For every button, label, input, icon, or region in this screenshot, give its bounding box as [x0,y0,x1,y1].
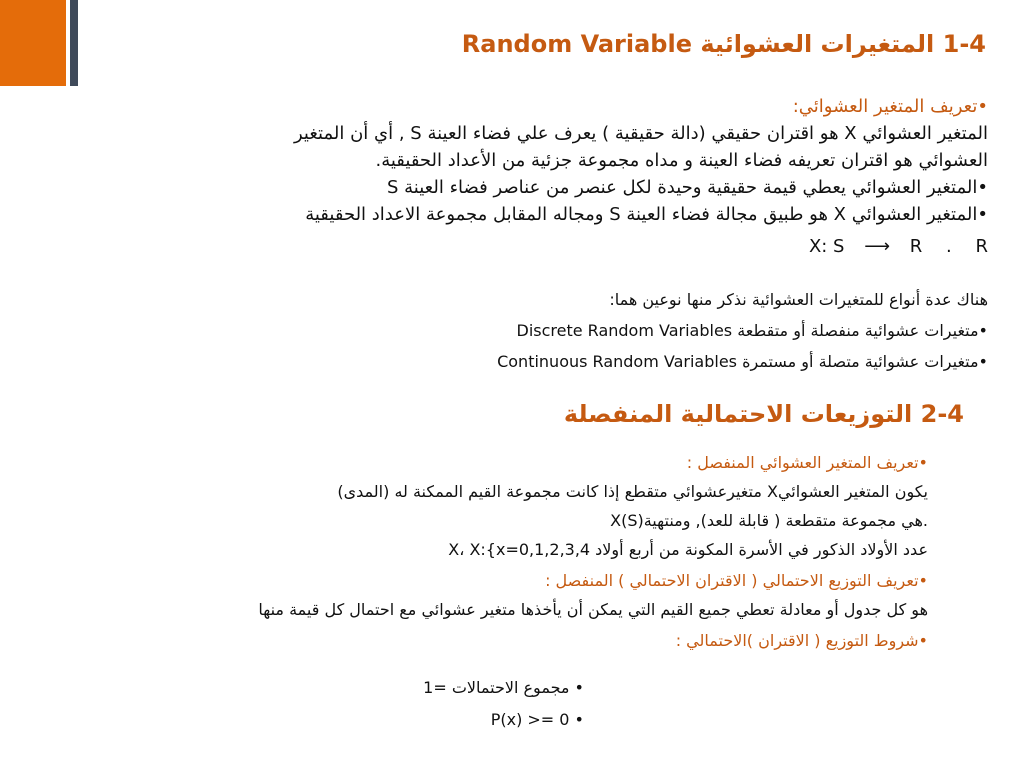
discrete-line-1: يكون المتغير العشوائيX متغيرعشوائي متقطع إذا كانت مجموعة القيم الممكنة له (المدى) [337,482,928,501]
section-2-title: 2-4 التوزيعات الاحتمالية المنفصلة [563,400,964,428]
types-continuous: •متغيرات عشوائية متصلة أو مستمرة Continuous Random Variables [497,352,988,371]
mapping-codomain-2: R [975,236,988,257]
accent-bar-slate [70,0,78,86]
condition-nonnegative: P(x) >= 0 • [490,710,584,729]
mapping-domain: X: S [808,236,845,257]
distribution-definition-heading: •تعريف التوزيع الاحتمالي ( الاقتران الاحتمالي ) المنفصل : [545,571,928,590]
types-discrete: •متغيرات عشوائية منفصلة أو متقطعة Discrete Random Variables [516,321,988,340]
types-intro: هناك عدة أنواع للمتغيرات العشوائية نذكر منها نوعين هما: [609,290,988,309]
discrete-definition-heading: •تعريف المتغير العشوائي المنفصل : [686,453,928,472]
definition-line-4: •المتغير العشوائي X هو طبيق مجالة فضاء العينة S ومجاله المقابل مجموعة الاعداد الحقيقية [305,204,988,225]
discrete-line-2: X(S)هي مجموعة متقطعة ( قابلة للعد), ومنتهية. [610,511,928,530]
conditions-heading: •شروط التوزيع ( الاقتران )الاحتمالي : [675,631,928,650]
accent-bar-orange [0,0,66,86]
mapping-separator: . [946,236,952,257]
distribution-definition-line: هو كل جدول أو معادلة تعطي جميع القيم التي يمكن أن يأخذها متغير عشوائي مع احتمال كل قيمة منها [258,600,928,619]
definition-line-1: المتغير العشوائي X هو اقتران حقيقي (دالة حقيقية ) يعرف علي فضاء العينة S , أي أن المتغير [293,123,988,144]
discrete-example: عدد الأولاد الذكور في الأسرة المكونة من أربع أولاد X، X:{x=0,1,2,3,4 [448,540,928,559]
random-variable-definition-heading: •تعريف المتغير العشوائي: [792,96,988,117]
mapping-notation [809,234,988,260]
definition-line-3: •المتغير العشوائي يعطي قيمة حقيقية وحيدة لكل عنصر من عناصر فضاء العينة S [387,177,988,198]
slide-title: 1-4 المتغيرات العشوائية Random Variable [461,30,986,58]
mapping-codomain: R [909,236,923,257]
arrow-right-icon: ⟶ [864,236,891,257]
condition-sum-probabilities: • مجموع الاحتمالات =1 [423,678,584,697]
definition-line-2: العشوائي هو اقتران تعريفه فضاء العينة و مداه مجموعة جزئية من الأعداد الحقيقية. [375,150,988,171]
